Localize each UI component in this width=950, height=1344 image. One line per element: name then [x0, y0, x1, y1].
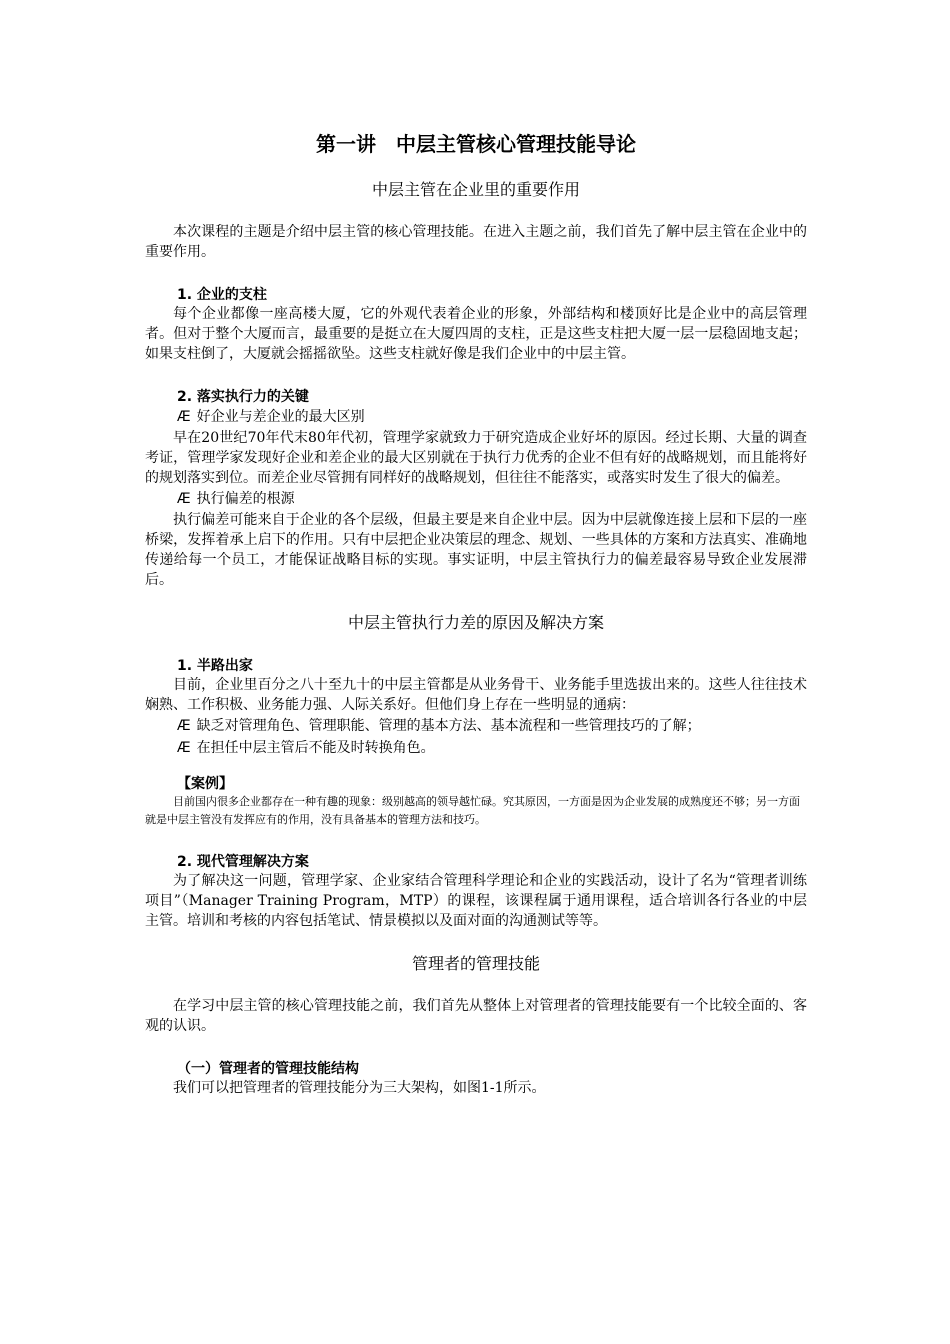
bullet-mark-icon: Æ: [177, 491, 191, 507]
section-heading: 管理者的管理技能: [411, 954, 540, 973]
paragraph: 在学习中层主管的核心管理技能之前，我们首先从整体上对管理者的管理技能要有一个比较全面的、客观的认识。: [145, 998, 807, 1034]
paragraph: 为了解决这一问题，管理学家、企业家结合管理科学理论和企业的实践活动，设计了名为“管理者训练项目”（Manager Training Program，MTP）的课程，该课程属于通用课程，适合培训各行各业的中层主管。培训和考核的内容包括笔试、情景模拟以及面对面的沟通测试等等。: [145, 873, 807, 929]
paragraph: 本次课程的主题是介绍中层主管的核心管理技能。在进入主题之前，我们首先了解中层主管在企业中的重要作用。: [145, 224, 807, 260]
bullet-item: Æ 缺乏对管理角色、管理职能、管理的基本方法、基本流程和一些管理技巧的了解；: [177, 718, 701, 734]
subheading: 1. 企业的支柱: [177, 287, 267, 303]
section-heading: 中层主管在企业里的重要作用: [371, 180, 580, 199]
subheading: 2. 现代管理解决方案: [177, 854, 309, 870]
paragraph: 早在20世纪70年代末80年代初，管理学家就致力于研究造成企业好坏的原因。经过长期、大量的调查考证，管理学家发现好企业和差企业的最大区别就在于执行力优秀的企业不但有好的战略规划，而且能将好的规划落实到位。而差企业尽管拥有同样好的战略规划，但往往不能落实，或落实时发生了很大的偏差。: [145, 430, 807, 486]
case-text: 目前国内很多企业都存在一种有趣的现象：级别越高的领导越忙碌。究其原因，一方面是因为企业发展的成熟度还不够；另一方面就是中层主管没有发挥应有的作用，没有具备基本的管理方法和技巧。: [145, 795, 800, 826]
bullet-item: Æ 在担任中层主管后不能及时转换角色。: [177, 740, 435, 756]
case-heading: 【案例】: [177, 776, 233, 792]
bullet-mark-icon: Æ: [177, 409, 191, 425]
document-body: [145, 120, 807, 1098]
bullet-item: Æ 执行偏差的根源: [177, 491, 295, 507]
subheading: （一）管理者的管理技能结构: [177, 1061, 359, 1077]
subheading: 2. 落实执行力的关键: [177, 389, 309, 405]
bullet-mark-icon: Æ: [177, 740, 191, 756]
bullet-mark-icon: Æ: [177, 718, 191, 734]
section-heading: 中层主管执行力差的原因及解决方案: [347, 613, 604, 632]
subheading: 1. 半路出家: [177, 658, 253, 674]
paragraph: 执行偏差可能来自于企业的各个层级，但最主要是来自企业中层。因为中层就像连接上层和下层的一座桥梁，发挥着承上启下的作用。只有中层把企业决策层的理念、规划、一些具体的方案和方法真实、准确地传递给每一个员工，才能保证战略目标的实现。事实证明，中层主管执行力的偏差最容易导致企业发展滞后。: [145, 512, 807, 588]
paragraph: 每个企业都像一座高楼大厦，它的外观代表着企业的形象，外部结构和楼顶好比是企业中的高层管理者。但对于整个大厦而言，最重要的是挺立在大厦四周的支柱，正是这些支柱把大厦一层一层稳固地支起；如果支柱倒了，大厦就会摇摇欲坠。这些支柱就好像是我们企业中的中层主管。: [145, 306, 807, 362]
page-title: 第一讲 中层主管核心管理技能导论: [316, 132, 636, 156]
paragraph: 我们可以把管理者的管理技能分为三大架构，如图1-1所示。: [173, 1080, 546, 1096]
paragraph: 目前，企业里百分之八十至九十的中层主管都是从业务骨干、业务能手里选拔出来的。这些人往往技术娴熟、工作积极、业务能力强、人际关系好。但他们身上存在一些明显的通病：: [145, 677, 807, 713]
bullet-item: Æ 好企业与差企业的最大区别: [177, 409, 365, 425]
